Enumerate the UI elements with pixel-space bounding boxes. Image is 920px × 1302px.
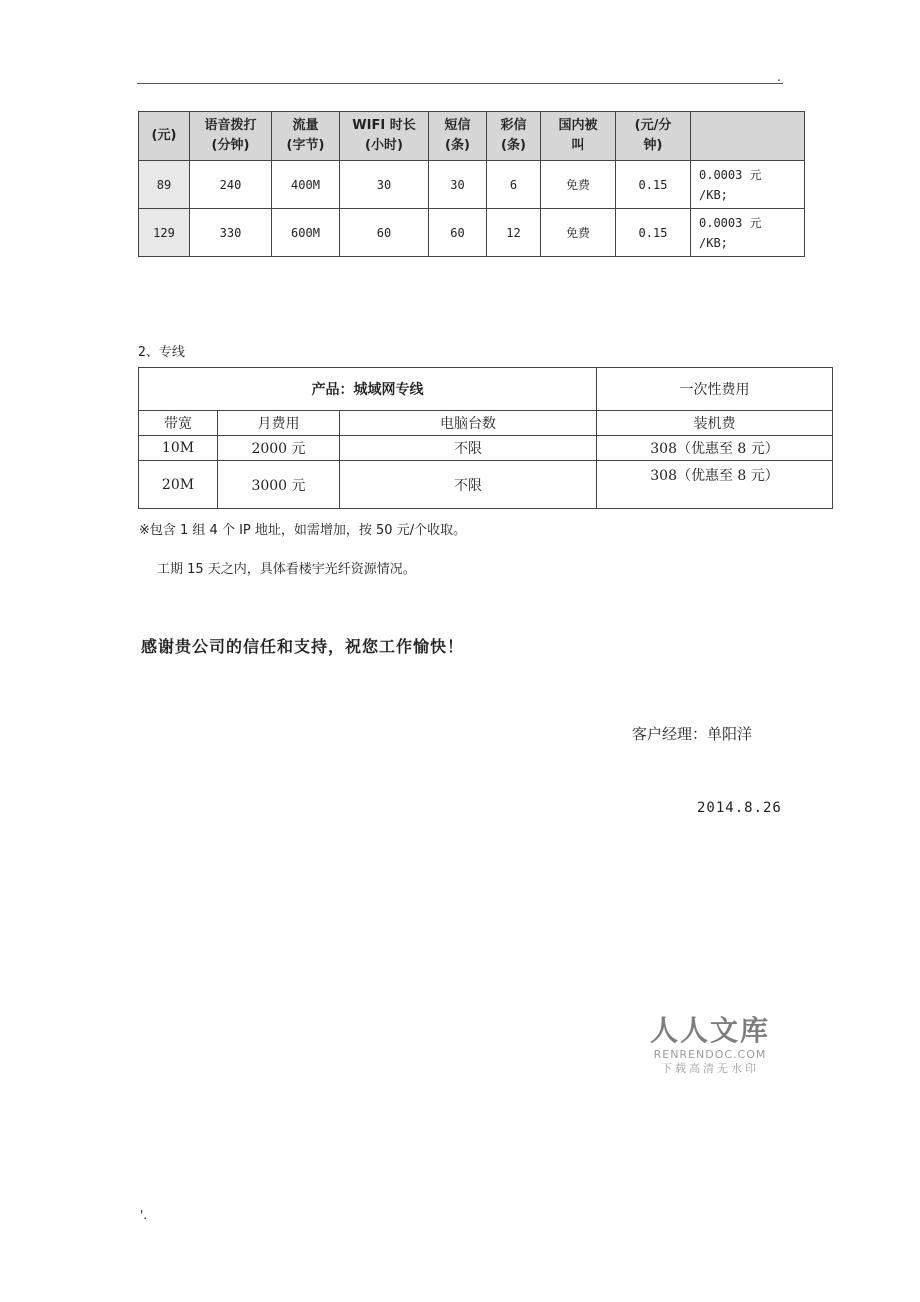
watermark-site: RENRENDOC.COM: [653, 1048, 767, 1061]
plan-cell-price: 89: [139, 161, 190, 209]
plan-header-cell: 彩信 (条): [487, 112, 541, 161]
plan-cell-wifi: 60: [340, 209, 429, 257]
one-time-fee-label: 一次性费用: [597, 368, 833, 411]
period-note: 工期 15 天之内，具体看楼宇光纤资源情况。: [157, 562, 416, 577]
bandwidth-cell: 20M: [139, 461, 218, 509]
line-table: [138, 367, 833, 509]
plan-cell-minutes: 240: [190, 161, 272, 209]
pc-count-cell: 不限: [340, 461, 597, 509]
plan-table: [138, 111, 805, 257]
plan-header-cell: (元): [139, 112, 190, 161]
watermark-logo-text: 人人文库: [649, 1014, 770, 1047]
plan-cell-incoming: 免费: [541, 209, 616, 257]
monthly-fee-cell: 3000 元: [218, 461, 340, 509]
plan-header-cell: 国内被 叫: [541, 112, 616, 161]
plan-cell-sms: 60: [429, 209, 487, 257]
plan-cell-overage: 0.0003 元 /KB;: [691, 161, 805, 209]
table-row: [139, 209, 805, 257]
plan-header-cell: [691, 112, 805, 161]
plan-cell-sms: 30: [429, 161, 487, 209]
table-row: [139, 436, 833, 461]
header-rule: [137, 83, 783, 84]
table-row: [139, 461, 833, 509]
plan-cell-incoming: 免费: [541, 161, 616, 209]
bandwidth-header: 带宽: [139, 411, 218, 436]
document-date: 2014.8.26: [697, 800, 782, 816]
install-fee-cell: 308（优惠至 8 元）: [597, 461, 833, 509]
plan-header-cell: 语音拨打 (分钟): [190, 112, 272, 161]
pc-count-cell: 不限: [340, 436, 597, 461]
install-fee-cell: 308（优惠至 8 元）: [597, 436, 833, 461]
line-table-title-row: [139, 368, 833, 411]
product-name: 产品：城域网专线: [139, 368, 597, 411]
plan-header-cell: 短信 (条): [429, 112, 487, 161]
header-dot: .: [777, 70, 781, 84]
section-title: 2、专线: [138, 345, 185, 360]
plan-header-cell: 流量 (字节): [272, 112, 340, 161]
plan-cell-data: 600M: [272, 209, 340, 257]
install-fee-header: 装机费: [597, 411, 833, 436]
plan-cell-price: 129: [139, 209, 190, 257]
table-row: [139, 161, 805, 209]
account-manager: 客户经理：单阳洋: [632, 725, 753, 743]
bandwidth-cell: 10M: [139, 436, 218, 461]
plan-cell-minutes: 330: [190, 209, 272, 257]
plan-table-header: [139, 112, 805, 161]
line-table-header: [139, 411, 833, 436]
watermark-tagline: 下载高清无水印: [661, 1062, 759, 1075]
plan-cell-rate: 0.15: [616, 161, 691, 209]
thanks-message: 感谢贵公司的信任和支持，祝您工作愉快！: [141, 637, 465, 656]
monthly-fee-header: 月费用: [218, 411, 340, 436]
plan-cell-wifi: 30: [340, 161, 429, 209]
monthly-fee-cell: 2000 元: [218, 436, 340, 461]
ip-note: ※包含 1 组 4 个 IP 地址，如需增加，按 50 元/个收取。: [139, 523, 467, 538]
plan-header-cell: (元/分 钟): [616, 112, 691, 161]
plan-cell-rate: 0.15: [616, 209, 691, 257]
plan-cell-overage: 0.0003 元 /KB;: [691, 209, 805, 257]
plan-cell-mms: 6: [487, 161, 541, 209]
watermark: [640, 1014, 780, 1076]
pc-count-header: 电脑台数: [340, 411, 597, 436]
footer-mark: '.: [140, 1208, 148, 1222]
plan-cell-mms: 12: [487, 209, 541, 257]
plan-header-cell: WIFI 时长 (小时): [340, 112, 429, 161]
plan-cell-data: 400M: [272, 161, 340, 209]
